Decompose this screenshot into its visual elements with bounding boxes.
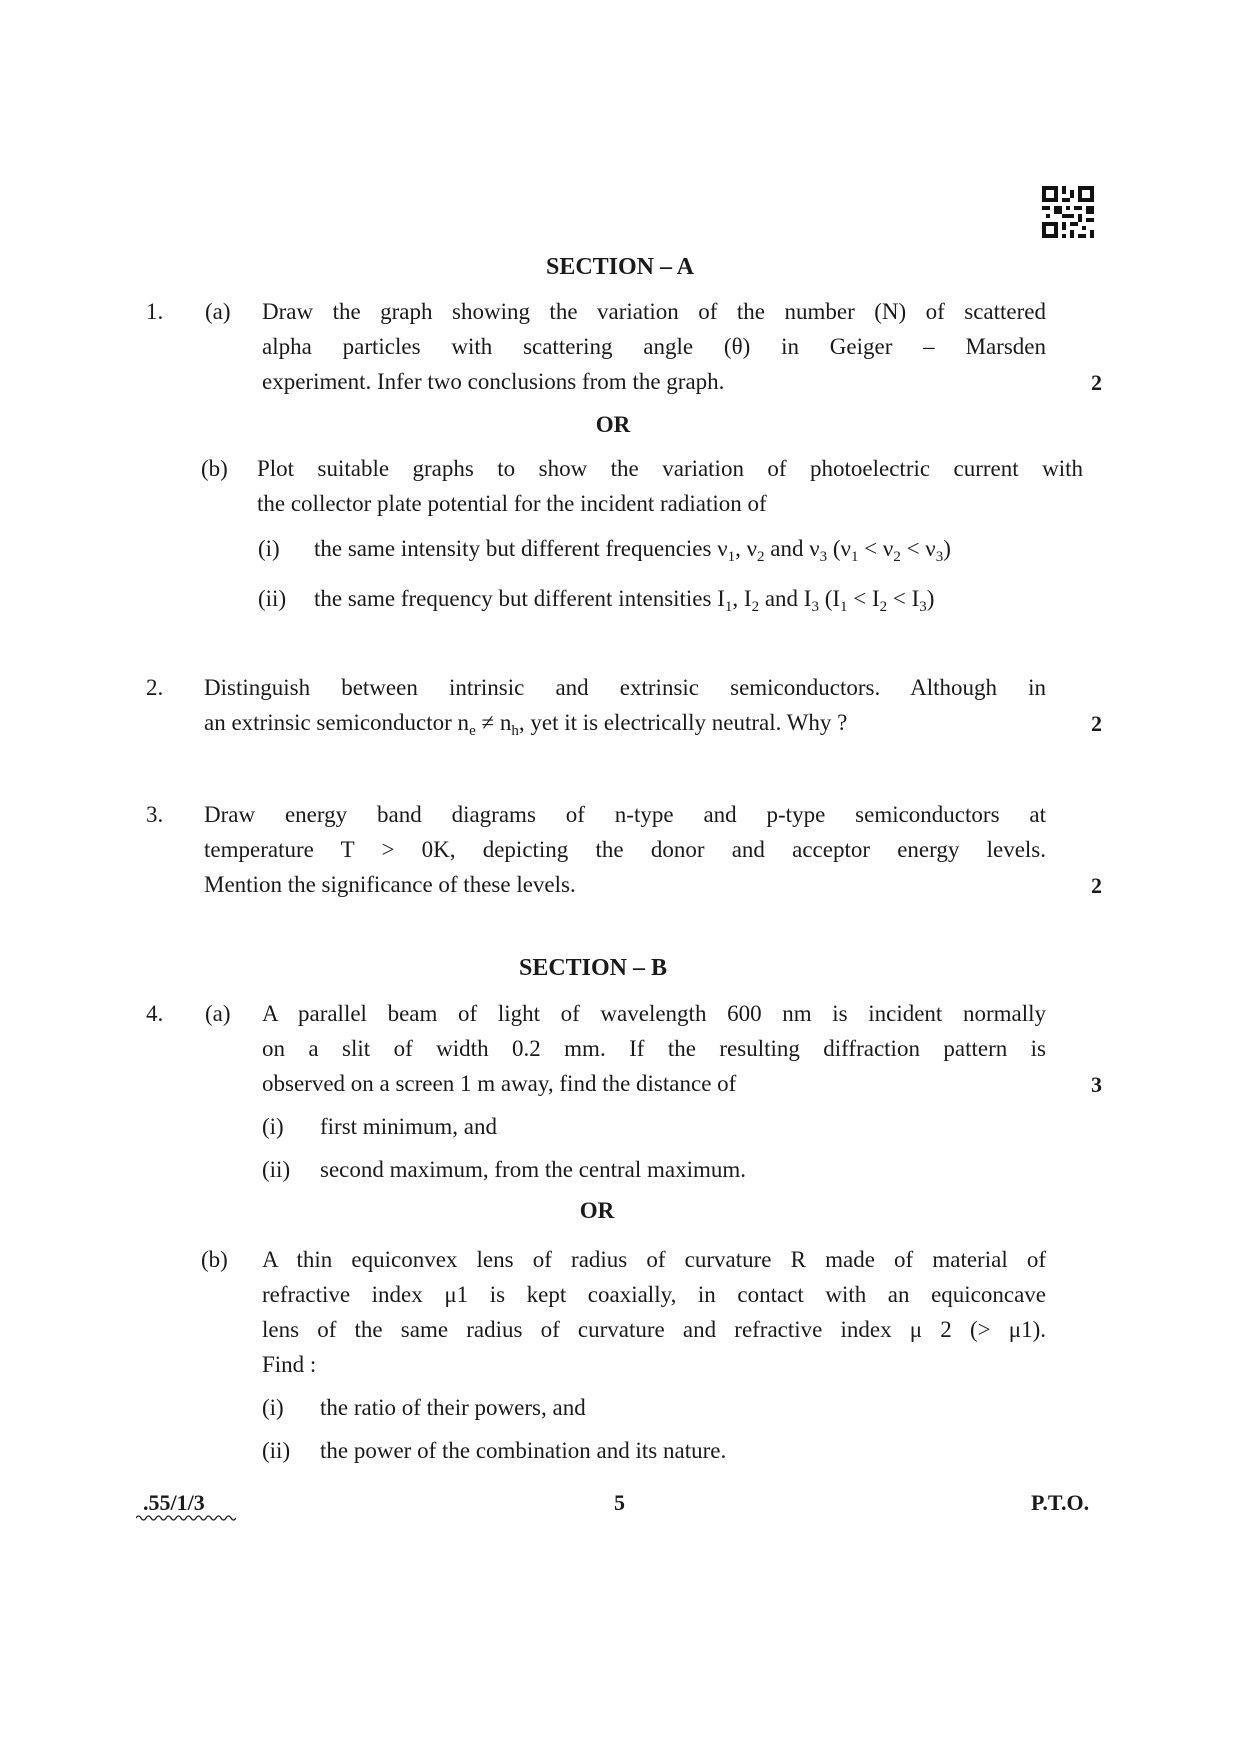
q4b-subpart-ii-label: (ii) (262, 1438, 291, 1463)
q4a-subpart-i-label: (i) (262, 1114, 284, 1139)
q4a-subpart-ii-text: second maximum, from the central maximum. (320, 1157, 747, 1182)
q4b-subpart-i-text: the ratio of their powers, and (320, 1395, 586, 1420)
q4a-line-3: observed on a screen 1 m away, find the distance of (262, 1071, 737, 1096)
q2-line-2: an extrinsic semiconductor $n_e \ne n_h$, yet it is electrically neutral. Why ? (204, 710, 848, 739)
q3-line-3: Mention the significance of these levels. (204, 872, 576, 897)
q4b-line-3: lens of the same radius of curvature and refractive index μ 2 (> μ1). (262, 1317, 1046, 1342)
q1b-subpart-i-label: (i) (258, 536, 280, 561)
q4-option-a-label: (a) (205, 1001, 231, 1026)
q1-option-b-label: (b) (201, 456, 228, 481)
section-a-heading: SECTION – A (545, 254, 695, 280)
q1a-line-3: experiment. Infer two conclusions from the graph. (262, 369, 725, 394)
q1-or-divider: OR (595, 412, 631, 437)
q1a-line-2: alpha particles with scattering angle (θ) in Geiger – Marsden (262, 334, 1046, 359)
q1b-line-1: Plot suitable graphs to show the variation of photoelectric current with (257, 456, 1083, 481)
question-number-2: 2. (146, 675, 164, 700)
section-b-heading: SECTION – B (518, 955, 668, 981)
question-number-1: 1. (146, 299, 164, 324)
q4-or-divider: OR (579, 1198, 615, 1223)
q1b-subpart-ii-text: the same frequency but different intensities $I_1$, $I_2$ and $I_3$ $(I_1 < I_2 < I_3)$ (314, 586, 935, 615)
q4b-line-1: A thin equiconvex lens of radius of curvature R made of material of (262, 1247, 1046, 1272)
q1a-marks: 2 (1091, 370, 1102, 395)
q3-line-2: temperature T > 0K, depicting the donor and acceptor energy levels. (204, 837, 1046, 862)
q1b-line-2: the collector plate potential for the incident radiation of (257, 491, 767, 516)
q4a-subpart-ii-label: (ii) (262, 1157, 291, 1182)
q3-marks: 2 (1091, 873, 1102, 898)
q1-option-a-label: (a) (205, 299, 231, 324)
q4b-subpart-ii-text: the power of the combination and its nature. (320, 1438, 727, 1463)
q4a-line-2: on a slit of width 0.2 mm. If the resulting diffraction pattern is (262, 1036, 1046, 1061)
q1a-line-1: Draw the graph showing the variation of the number (N) of scattered (262, 299, 1046, 324)
q1b-subpart-ii-label: (ii) (258, 586, 287, 611)
q1b-subpart-i-text: the same intensity but different frequencies $\nu_1$, $\nu_2$ and $\nu_3$ $(\nu_1 < \nu_2 < \nu_3)$ (314, 536, 951, 565)
q4b-subpart-i-label: (i) (262, 1395, 284, 1420)
question-number-3: 3. (146, 802, 164, 827)
q2-line-1: Distinguish between intrinsic and extrinsic semiconductors. Although in (204, 675, 1046, 700)
q4a-subpart-i-text: first minimum, and (320, 1114, 497, 1139)
q4a-marks: 3 (1091, 1072, 1102, 1097)
q3-line-1: Draw energy band diagrams of n-type and p-type semiconductors at (204, 802, 1046, 827)
q2-marks: 2 (1091, 711, 1102, 736)
q4b-line-2: refractive index μ1 is kept coaxially, in contact with an equiconcave (262, 1282, 1046, 1307)
question-number-4: 4. (146, 1001, 164, 1026)
q4b-line-4: Find : (262, 1352, 317, 1377)
page-number: 5 (614, 1490, 625, 1515)
wavy-underline-icon (136, 1514, 236, 1522)
paper-code: .55/1/3 (143, 1490, 205, 1515)
qr-code-icon (1042, 186, 1094, 238)
q4a-line-1: A parallel beam of light of wavelength 600 nm is incident normally (262, 1001, 1046, 1026)
please-turn-over: P.T.O. (1031, 1490, 1090, 1515)
q4-option-b-label: (b) (201, 1247, 228, 1272)
